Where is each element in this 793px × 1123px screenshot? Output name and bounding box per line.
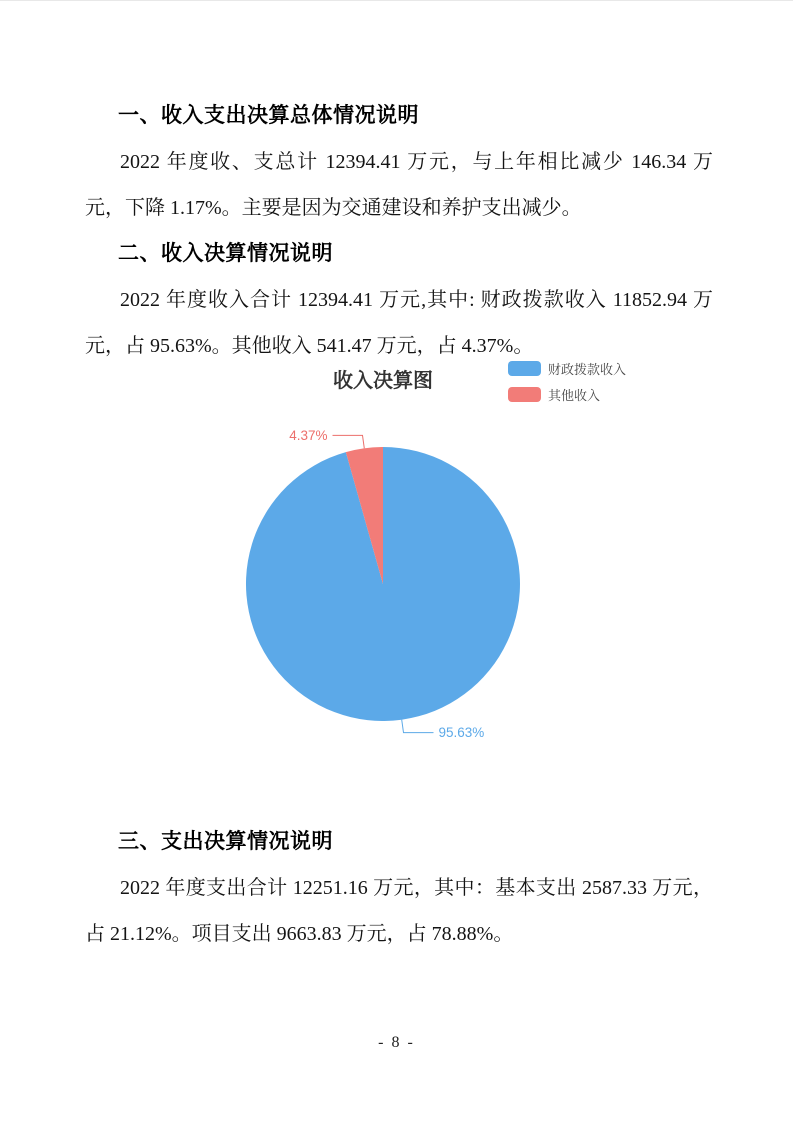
upper-text-block xyxy=(85,93,713,369)
section-1-heading: 一、收入支出决算总体情况说明 xyxy=(118,104,419,127)
section-1-paragraph: 2022 年度收、支总计 12394.41 万元，与上年相比减少 146.34 万元，下降 1.17%。主要是因为交通建设和养护支出减少。 xyxy=(85,151,713,219)
chart-title: 收入决算图 xyxy=(333,370,433,392)
page-number: - 8 - xyxy=(378,1034,415,1051)
pie-percentage-label-0: 95.63% xyxy=(438,725,485,741)
pie-label-line-1 xyxy=(333,435,365,448)
section-3-heading: 三、支出决算情况说明 xyxy=(118,830,333,853)
lower-text-block xyxy=(85,819,713,957)
section-3-paragraph: 2022 年度支出合计 12251.16 万元，其中：基本支出 2587.33 万元，占 21.12%。项目支出 9663.83 万元，占 78.88%。 xyxy=(85,877,713,945)
legend-label: 财政拨款收入 xyxy=(548,362,627,377)
income-pie-svg xyxy=(220,354,680,764)
legend-label: 其他收入 xyxy=(548,388,601,403)
section-2-heading: 二、收入决算情况说明 xyxy=(118,242,333,265)
section-2-paragraph: 2022 年度收入合计 12394.41 万元,其中: 财政拨款收入 11852.94 万元，占 95.63%。其他收入 541.47 万元，占 4.37%。 xyxy=(85,289,713,357)
pie-label-line-0 xyxy=(402,720,434,733)
pie-percentage-label-1: 4.37% xyxy=(289,427,328,443)
income-pie-chart xyxy=(220,354,680,764)
